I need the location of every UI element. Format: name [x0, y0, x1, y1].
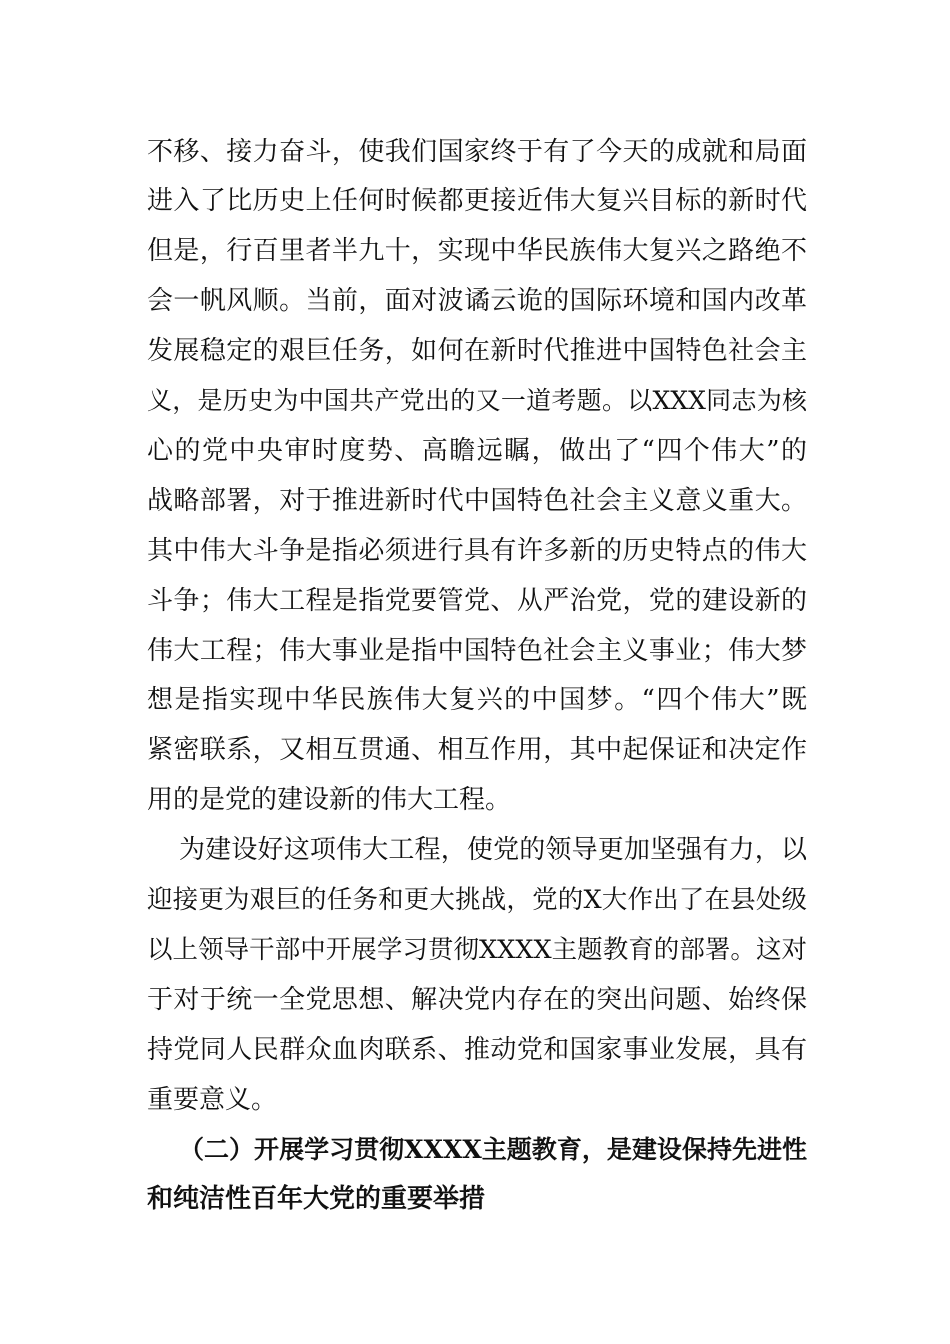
text-line: 迎接更为艰巨的任务和更大挑战，党的X大作出了在县处级 — [147, 885, 807, 915]
text-line: 以上领导干部中开展学习贯彻XXXX主题教育的部署。这对 — [147, 935, 807, 965]
text-line: 想是指实现中华民族伟大复兴的中国梦。“四个伟大”既 — [147, 685, 807, 715]
text-line: 战略部署，对于推进新时代中国特色社会主义意义重大。 — [147, 486, 807, 516]
text-line: 于对于统一全党思想、解决党内存在的突出问题、始终保 — [147, 985, 807, 1015]
text-line: 持党同人民群众血肉联系、推动党和国家事业发展，具有 — [147, 1035, 807, 1065]
text-line: 会一帆风顺。当前，面对波谲云诡的国际环境和国内改革 — [147, 286, 807, 316]
text-line: 但是，行百里者半九十，实现中华民族伟大复兴之路绝不 — [147, 236, 807, 266]
text-line: 不移、接力奋斗，使我们国家终于有了今天的成就和局面 — [147, 137, 807, 167]
text-line: 为建设好这项伟大工程，使党的领导更加坚强有力，以 — [179, 835, 807, 865]
text-line: 其中伟大斗争是指必须进行具有许多新的历史特点的伟大 — [147, 536, 807, 566]
text-line: 心的党中央审时度势、高瞻远瞩，做出了“四个伟大”的 — [147, 436, 807, 466]
text-line: 紧密联系，又相互贯通、相互作用，其中起保证和决定作 — [147, 735, 807, 765]
text-line: 进入了比历史上任何时候都更接近伟大复兴目标的新时代 — [147, 186, 807, 216]
text-line: 用的是党的建设新的伟大工程。 — [147, 785, 512, 815]
heading-line: 和纯洁性百年大党的重要举措 — [147, 1184, 486, 1214]
text-line: 伟大工程；伟大事业是指中国特色社会主义事业；伟大梦 — [147, 636, 807, 666]
text-line: 重要意义。 — [147, 1085, 278, 1115]
heading-line: （二）开展学习贯彻XXXX主题教育，是建设保持先进性 — [179, 1135, 807, 1164]
text-line: 发展稳定的艰巨任务，如何在新时代推进中国特色社会主 — [147, 336, 807, 366]
text-line: 义，是历史为中国共产党出的又一道考题。以XXX同志为核 — [147, 386, 807, 415]
text-line: 斗争；伟大工程是指党要管党、从严治党，党的建设新的 — [147, 586, 807, 616]
